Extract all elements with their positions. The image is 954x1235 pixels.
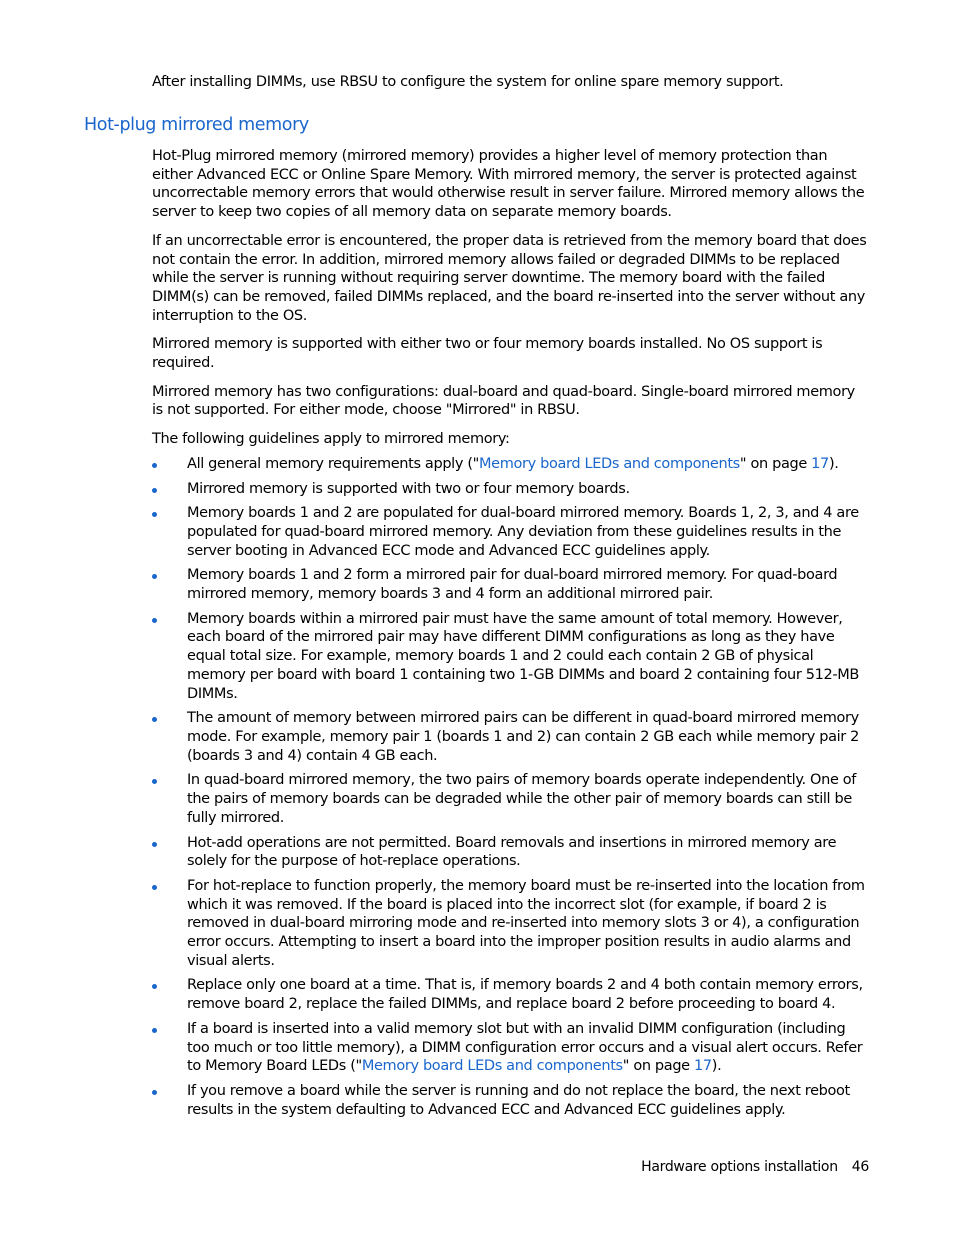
bullet-icon bbox=[152, 463, 157, 468]
list-item: The amount of memory between mirrored pairs can be different in quad-board mirrored memory mode. For example, memory pair 1 (boards 1 and 2) can contain 2 GB each while memory pair 2 (boards 3 and 4) contain 4 GB each. bbox=[152, 709, 870, 765]
list-item: Mirrored memory is supported with two or four memory boards. bbox=[152, 480, 870, 499]
section-heading: Hot-plug mirrored memory bbox=[84, 115, 309, 135]
bullet-icon bbox=[152, 1028, 157, 1033]
list-item: All general memory requirements apply ("Memory board LEDs and components" on page 17). bbox=[152, 455, 870, 474]
bullet-icon bbox=[152, 984, 157, 989]
page-17-link[interactable]: 17 bbox=[694, 1058, 712, 1075]
paragraph-3: Mirrored memory is supported with either two or four memory boards installed. No OS support is required. bbox=[152, 336, 823, 372]
bullet-icon bbox=[152, 885, 157, 890]
memory-board-leds-link[interactable]: Memory board LEDs and components bbox=[478, 455, 740, 472]
bullet-icon bbox=[152, 574, 157, 579]
footer-section-name: Hardware options installation bbox=[641, 1159, 838, 1175]
paragraph-2: If an uncorrectable error is encountered, the proper data is retrieved from the memory board that does not contain the error. In addition, mirrored memory allows failed or degraded DIMMs to be replaced while the server is running without requiring server downtime. The memory board with the failed DIMM(s) can be removed, failed DIMMs replaced, and the board re-inserted into the server without any interruption to the OS. bbox=[152, 232, 867, 324]
bullet-icon bbox=[152, 717, 157, 722]
bullet-icon bbox=[152, 512, 157, 517]
bullet-icon bbox=[152, 842, 157, 847]
intro-paragraph: After installing DIMMs, use RBSU to configure the system for online spare memory support. bbox=[152, 74, 784, 90]
page-number: 46 bbox=[851, 1159, 869, 1175]
list-item: If you remove a board while the server is running and do not replace the board, the next reboot results in the system defaulting to Advanced ECC and Advanced ECC guidelines apply. bbox=[152, 1082, 870, 1119]
bullet-icon bbox=[152, 779, 157, 784]
bullet-icon bbox=[152, 1090, 157, 1095]
paragraph-4: Mirrored memory has two configurations: dual-board and quad-board. Single-board mirrored memory is not supported. For either mode, choose "Mirrored" in RBSU. bbox=[152, 383, 855, 419]
page-17-link[interactable]: 17 bbox=[811, 455, 829, 472]
guidelines-list bbox=[152, 455, 870, 1120]
list-item: Replace only one board at a time. That is, if memory boards 2 and 4 both contain memory errors, remove board 2, replace the failed DIMMs, and replace board 2 before proceeding to board 4. bbox=[152, 976, 870, 1013]
list-item: For hot-replace to function properly, the memory board must be re-inserted into the location from which it was removed. If the board is placed into the incorrect slot (for example, if board 2 is removed in dual-board mirroring mode and re-inserted into memory slots 3 or 4), a configuration error occurs. Attempting to insert a board into the improper position results in audio alarms and visual alerts. bbox=[152, 877, 870, 971]
page-footer bbox=[641, 1158, 869, 1177]
bullet-icon bbox=[152, 488, 157, 493]
section-body bbox=[152, 147, 870, 1125]
paragraph-1: Hot-Plug mirrored memory (mirrored memory) provides a higher level of memory protection than either Advanced ECC or Online Spare Memory. With mirrored memory, the server is protected against uncorrectable memory errors that would otherwise result in server failure. Mirrored memory allows the server to keep two copies of all memory data on separate memory boards. bbox=[152, 148, 865, 221]
list-item: Memory boards within a mirrored pair must have the same amount of total memory. However, each board of the mirrored pair may have different DIMM configurations as long as they have equal total size. For example, memory boards 1 and 2 could each contain 2 GB of physical memory per board with board 1 containing two 1-GB DIMMs and board 2 containing four 512-MB DIMMs. bbox=[152, 610, 870, 704]
paragraph-5: The following guidelines apply to mirrored memory: bbox=[152, 431, 510, 448]
list-item: Memory boards 1 and 2 form a mirrored pair for dual-board mirrored memory. For quad-board mirrored memory, memory boards 3 and 4 form an additional mirrored pair. bbox=[152, 566, 870, 603]
list-item: Hot-add operations are not permitted. Board removals and insertions in mirrored memory are solely for the purpose of hot-replace operations. bbox=[152, 834, 870, 871]
list-item: In quad-board mirrored memory, the two pairs of memory boards operate independently. One of the pairs of memory boards can be degraded while the other pair of memory boards can still be fully mirrored. bbox=[152, 771, 870, 827]
intro-block bbox=[152, 73, 870, 92]
memory-board-leds-link[interactable]: Memory board LEDs and components bbox=[361, 1058, 623, 1075]
bullet-icon bbox=[152, 618, 157, 623]
list-item: If a board is inserted into a valid memory slot but with an invalid DIMM configuration (including too much or too little memory), a DIMM configuration error occurs and a visual alert occurs. Refer to Memory Board LEDs ("Memory board LEDs and components" on page 17). bbox=[152, 1020, 870, 1076]
list-item: Memory boards 1 and 2 are populated for dual-board mirrored memory. Boards 1, 2, 3, and 4 are populated for quad-board mirrored memory. Any deviation from these guidelines results in the server booting in Advanced ECC mode and Advanced ECC guidelines apply. bbox=[152, 504, 870, 560]
